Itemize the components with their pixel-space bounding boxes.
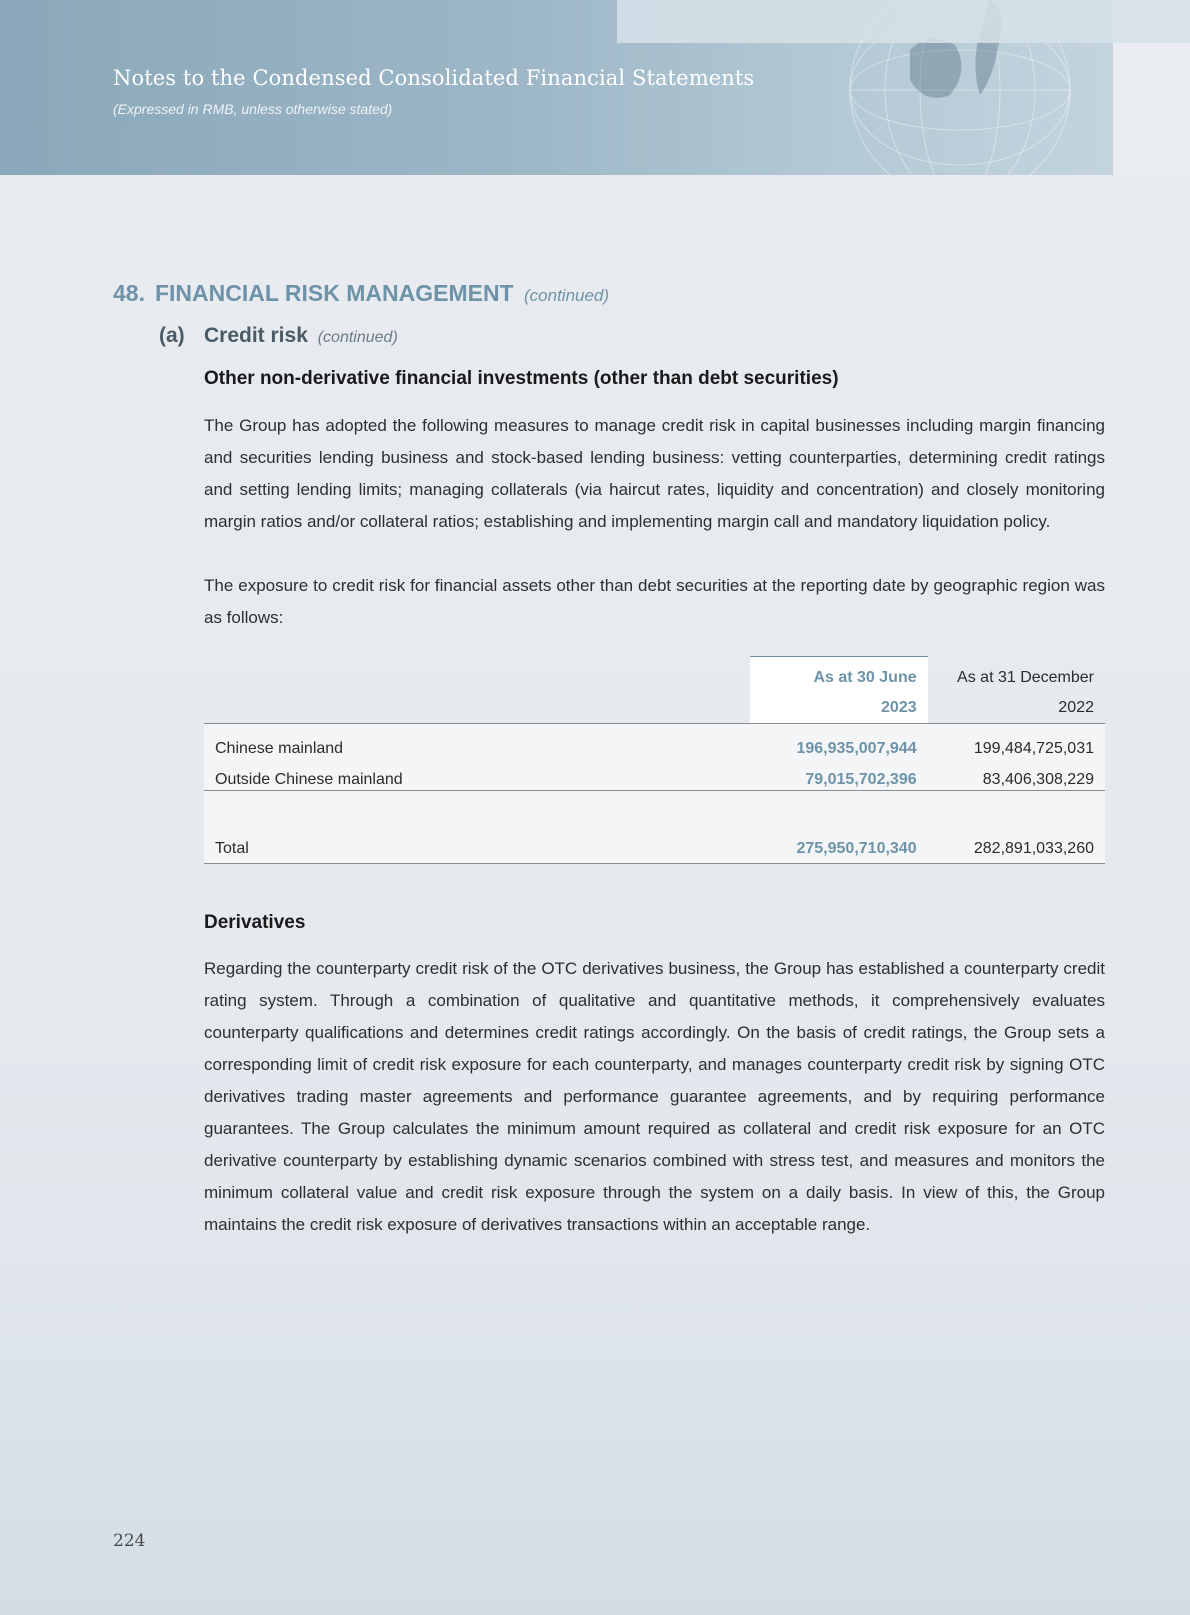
table-header-row: [204, 687, 1105, 724]
section-heading: [113, 280, 609, 307]
col-prior-line1: As at 31 December: [957, 669, 1094, 686]
banner-title: Notes to the Condensed Consolidated Financial Statements: [113, 66, 755, 90]
col-current-line2: 2023: [750, 687, 927, 724]
section-continued: (continued): [524, 286, 610, 305]
measures-paragraph: The Group has adopted the following measures to manage credit risk in capital businesses including margin financing and securities lending business and stock-based lending business: vetting counterparties, determining credit ratings and setting lending limits; managing collaterals (via haircut rates, liquidity and concentration) and closely monitoring margin ratios and/or collateral ratios; establishing and implementing margin call and mandatory liquidation policy.: [204, 416, 1105, 531]
col-current-line1: As at 30 June: [750, 657, 927, 688]
table-row: [204, 759, 1105, 791]
row-current-value: 79,015,702,396: [750, 759, 927, 791]
table-spacer-row: [204, 791, 1105, 825]
total-current-value: 275,950,710,340: [750, 824, 927, 864]
row-current-value: 196,935,007,944: [750, 724, 927, 760]
table-row: [204, 724, 1105, 760]
subsection-heading: [159, 324, 398, 348]
row-prior-value: 199,484,725,031: [928, 724, 1105, 760]
col-prior-line2: 2022: [1058, 699, 1094, 716]
page-number: 224: [113, 1531, 146, 1551]
exposure-paragraph: The exposure to credit risk for financial assets other than debt securities at the reporting date by geographic region was as follows:: [204, 576, 1105, 627]
total-prior-value: 282,891,033,260: [928, 824, 1105, 864]
derivatives-paragraph: Regarding the counterparty credit risk of the OTC derivatives business, the Group has established a counterparty credit rating system. Through a combination of qualitative and quantitative methods, it comprehensively evaluates counterparty qualifications and determines credit ratings accordingly. On the basis of credit ratings, the Group sets a corresponding limit of credit risk exposure for each counterparty, and manages counterparty credit risk by signing OTC derivatives trading master agreements and performance guarantee agreements, and by requiring performance guarantees. The Group calculates the minimum amount required as collateral and credit risk exposure for an OTC derivative counterparty by establishing dynamic scenarios combined with stress test, and measures and monitors the minimum collateral value and credit risk exposure through the system on a daily basis. In view of this, the Group maintains the credit risk exposure of derivatives transactions within an acceptable range.: [204, 959, 1105, 1234]
exposure-table: [204, 656, 1105, 864]
row-prior-value: 83,406,308,229: [928, 759, 1105, 791]
banner-right-block: [1113, 43, 1190, 175]
subsection-title: Credit risk: [204, 324, 308, 347]
row-label: Chinese mainland: [204, 724, 750, 760]
table-total-row: [204, 824, 1105, 864]
table-header-row: [204, 657, 1105, 688]
banner-strip: [617, 0, 1190, 43]
derivatives-heading: Derivatives: [204, 912, 306, 933]
total-label: Total: [204, 824, 750, 864]
other-investments-heading: Other non-derivative financial investments (other than debt securities): [204, 368, 839, 389]
subsection-label: (a): [159, 324, 185, 347]
section-number: 48.: [113, 280, 145, 306]
section-title: FINANCIAL RISK MANAGEMENT: [154, 280, 514, 306]
subsection-continued: (continued): [317, 329, 398, 346]
banner-subtitle: (Expressed in RMB, unless otherwise stated): [113, 101, 393, 117]
row-label: Outside Chinese mainland: [204, 759, 750, 791]
